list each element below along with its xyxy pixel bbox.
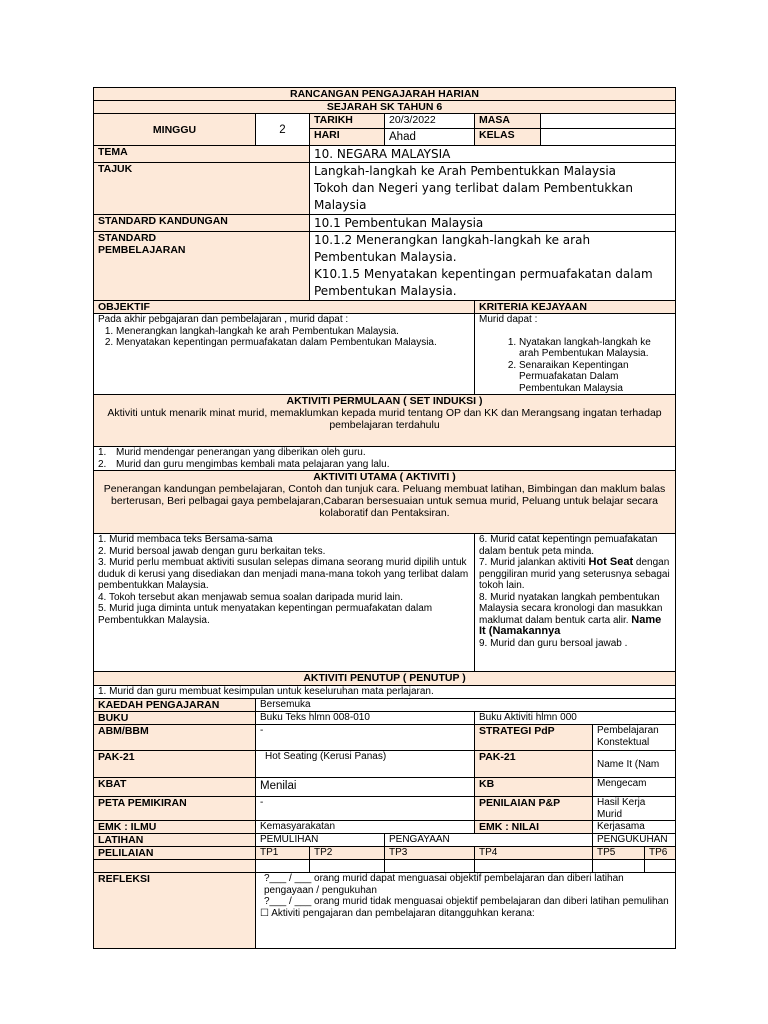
tp5-cell: TP5 <box>593 847 645 860</box>
pelilaian-label: PELILAIAN <box>94 847 256 860</box>
pak21-value-2: Name It (Nam <box>593 751 676 778</box>
utama-section <box>94 471 676 534</box>
objektif-intro: Pada akhir pebgajaran dan pembelajaran , murid dapat : <box>98 314 349 325</box>
sp-line-1: 10.1.2 Menerangkan langkah-langkah ke arah Pembentukan Malaysia. <box>314 233 591 264</box>
kriteria-item: 2. Senaraikan Kepentingan Permuafakatan Dalam Pembentukan Malaysia <box>519 360 671 395</box>
tajuk-value <box>310 163 676 215</box>
permulaan-title: AKTIVITI PERMULAAN ( SET INDUKSI ) <box>286 395 483 407</box>
emk-ilmu-label: EMK : ILMU <box>94 821 256 834</box>
utama-right-item: 8. Murid nyatakan langkah pembentukan Malaysia secara kronologi dan masukkan maklumat dalam bentuk carta alir. Name It (Namakannya <box>479 591 663 637</box>
utama-left-item: 1. Murid membaca teks Bersama-sama <box>98 534 273 545</box>
list-item: 2. Murid dan guru mengimbas kembali mata pelajaran yang lalu. <box>98 458 390 470</box>
penilaian-label: PENILAIAN P&P <box>475 797 593 821</box>
standard-pembelajaran-label <box>94 232 310 301</box>
refleksi-line-3: ☐ Aktiviti pengajaran dan pembelajaran ditangguhkan kerana: <box>260 907 535 919</box>
name-it-text: Name It (Namakannya <box>479 613 662 637</box>
pak21-label: PAK-21 <box>94 751 256 778</box>
strategi-label: STRATEGI PdP <box>475 725 593 751</box>
buku-value-1: Buku Teks hlmn 008-010 <box>256 712 475 725</box>
penilaian-value: Hasil Kerja Murid <box>593 797 676 821</box>
latihan-pengayaan: PENGAYAAN <box>385 834 593 847</box>
utama-left-item: 3. Murid perlu membuat aktiviti susulan selepas dimana seorang murid dipilih untuk duduk di kerusi yang disediakan dan menjadi mana-mana tokoh yang terlibat dalam pembentukkan Malaysia. <box>98 557 469 591</box>
pak21-label-2: PAK-21 <box>475 751 593 778</box>
utama-left-item: 4. Tokoh tersebut akan menjawab semua soalan daripada murid lain. <box>98 591 403 603</box>
kriteria-item: 1. Nyatakan langkah-langkah ke arah Pembentukan Malaysia. <box>519 337 671 360</box>
tajuk-line-1: Langkah-langkah ke Arah Pembentukkan Malaysia <box>314 164 617 178</box>
peta-value: - <box>256 797 475 821</box>
hari-label: HARI <box>310 129 385 146</box>
lesson-plan-document <box>93 87 675 949</box>
utama-right-item: 9. Murid dan guru bersoal jawab . <box>479 637 628 649</box>
standard-pembelajaran-label-line-1: STANDARD <box>98 232 157 244</box>
tarikh-value: 20/3/2022 <box>385 114 475 129</box>
emk-nilai-value: Kerjasama <box>593 821 676 834</box>
tajuk-line-2: Tokoh dan Negeri yang terlibat dalam Pembentukkan Malaysia <box>314 181 634 212</box>
kb-label: KB <box>475 778 593 797</box>
kelas-value <box>541 129 676 146</box>
strategi-value: Pembelajaran Konstektual <box>593 725 676 751</box>
permulaan-section <box>94 395 676 447</box>
standard-pembelajaran-label-line-2: PEMBELAJARAN <box>98 244 186 256</box>
buku-value-2: Buku Aktiviti hlmn 000 <box>475 712 676 725</box>
kbat-label: KBAT <box>94 778 256 797</box>
tarikh-label: TARIKH <box>310 114 385 129</box>
kb-value: Mengecam <box>593 778 676 797</box>
kriteria-label: KRITERIA KEJAYAAN <box>475 301 676 314</box>
refleksi-line-2: ?___ / ___ orang murid tidak menguasai objektif pembelajaran dan diberi latihan pemulihan <box>264 896 669 907</box>
latihan-pemulihan: PEMULIHAN <box>256 834 385 847</box>
refleksi-content <box>256 873 676 949</box>
refleksi-label: REFLEKSI <box>94 873 256 949</box>
hot-seat-text: Hot Seat <box>588 556 634 568</box>
standard-kandungan-value: 10.1 Pembentukan Malaysia <box>310 215 676 232</box>
masa-label: MASA <box>475 114 541 129</box>
minggu-label: MINGGU <box>94 114 256 146</box>
lesson-plan-table <box>93 87 676 949</box>
masa-value <box>541 114 676 129</box>
abm-label: ABM/BBM <box>94 725 256 751</box>
document-subtitle: SEJARAH SK TAHUN 6 <box>94 101 676 114</box>
document-title: RANCANGAN PENGAJARAH HARIAN <box>94 88 676 101</box>
emk-nilai-label: EMK : NILAI <box>475 821 593 834</box>
peta-label: PETA PEMIKIRAN <box>94 797 256 821</box>
utama-left-item: 5. Murid juga diminta untuk menyatakan kepentingan permuafakatan dalam Pembentukkan Malaysia. <box>98 603 433 626</box>
kaedah-value: Bersemuka <box>256 699 676 712</box>
tp2-cell: TP2 <box>310 847 385 860</box>
utama-right-item: 7. Murid jalankan aktiviti Hot Seat dengan penggiliran murid yang seterusnya sebagai tokoh lain. <box>479 556 670 591</box>
permulaan-list <box>94 447 676 471</box>
utama-right-column <box>475 534 676 672</box>
kriteria-intro: Murid dapat : <box>479 314 538 325</box>
latihan-label: LATIHAN <box>94 834 256 847</box>
pak21-value: Hot Seating (Kerusi Panas) <box>256 751 475 778</box>
penutup-item: 1. Murid dan guru membuat kesimpulan untuk keseluruhan mata perlajaran. <box>94 686 676 699</box>
list-item: 1. Murid mendengar penerangan yang diberikan oleh guru. <box>98 447 366 458</box>
objektif-item: 2. Menyatakan kepentingan permuafakatan dalam Pembentukan Malaysia. <box>116 337 470 349</box>
kbat-value: Menilai <box>256 778 475 797</box>
kelas-label: KELAS <box>475 129 541 146</box>
minggu-value: 2 <box>256 114 310 146</box>
tp3-cell: TP3 <box>385 847 475 860</box>
standard-pembelajaran-value <box>310 232 676 301</box>
tajuk-label: TAJUK <box>94 163 310 215</box>
emk-ilmu-value: Kemasyarakatan <box>256 821 475 834</box>
abm-value: - <box>256 725 475 751</box>
utama-left-item: 2. Murid bersoal jawab dengan guru berkaitan teks. <box>98 545 326 557</box>
refleksi-line-1: ?___ / ___ orang murid dapat menguasai objektif pembelajaran dan diberi latihan pengayaan / pengukuhan <box>264 873 624 896</box>
tp4-cell: TP4 <box>475 847 593 860</box>
latihan-pengukuhan: PENGUKUHAN <box>593 834 676 847</box>
objektif-content <box>94 314 475 395</box>
permulaan-desc: Aktiviti untuk menarik minat murid, memaklumkan kepada murid tentang OP dan KK dan Merangsang ingatan terhadap pembelajaran terdahulu <box>107 407 662 431</box>
tp1-cell: TP1 <box>256 847 310 860</box>
penutup-title: AKTIVITI PENUTUP ( PENUTUP ) <box>94 672 676 686</box>
tema-value: 10. NEGARA MALAYSIA <box>310 146 676 163</box>
standard-kandungan-label: STANDARD KANDUNGAN <box>94 215 310 232</box>
objektif-label: OBJEKTIF <box>94 301 475 314</box>
tp6-cell: TP6 <box>645 847 676 860</box>
buku-label: BUKU <box>94 712 256 725</box>
utama-title: AKTIVITI UTAMA ( AKTIVITI ) <box>313 471 456 483</box>
utama-right-item: 6. Murid catat kepentingn pemuafakatan dalam bentuk peta minda. <box>479 534 658 557</box>
kriteria-content <box>475 314 676 395</box>
kaedah-label: KAEDAH PENGAJARAN <box>94 699 256 712</box>
tema-label: TEMA <box>94 146 310 163</box>
sp-line-2: K10.1.5 Menyatakan kepentingan permuafakatan dalam <box>314 267 653 281</box>
utama-left-column <box>94 534 475 672</box>
hari-value: Ahad <box>385 129 475 146</box>
objektif-item: 1. Menerangkan langkah-langkah ke arah Pembentukan Malaysia. <box>116 326 470 338</box>
sp-line-3: Pembentukan Malaysia. <box>314 284 457 298</box>
utama-desc: Penerangan kandungan pembelajaran, Contoh dan tunjuk cara. Peluang membuat latihan, Bimbingan dan maklum balas berterusan, Beri pelbagai gaya pembelajaran,Cabaran bersesuaian untuk semua murid, Peluang untuk belajar secara kolaboratif dan Pentaksiran. <box>103 483 666 519</box>
